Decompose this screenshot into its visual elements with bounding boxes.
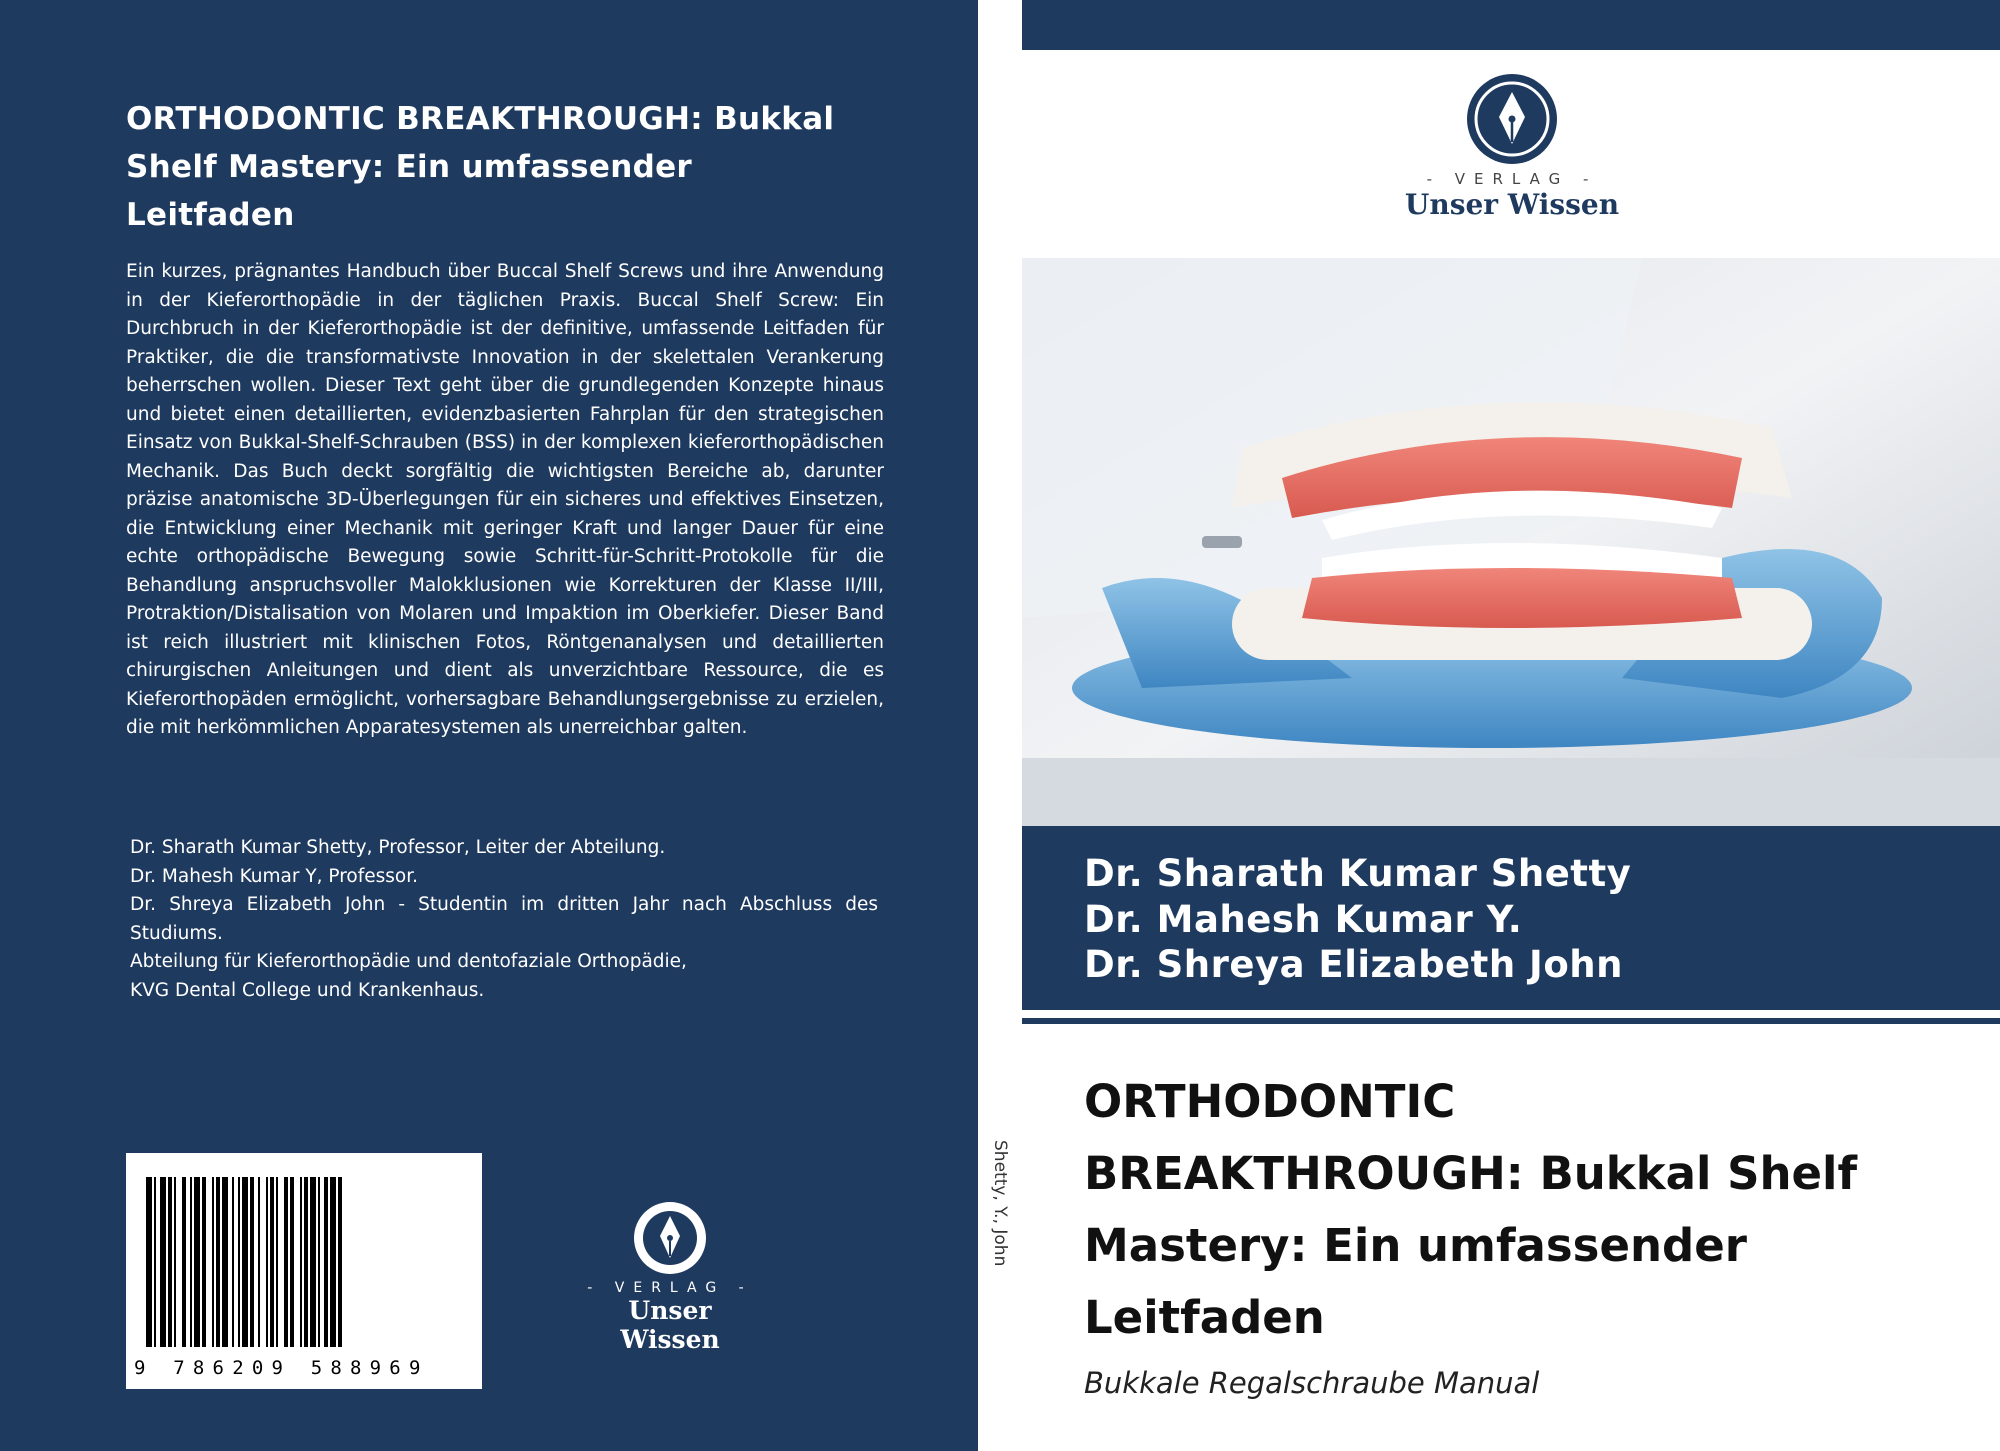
barcode-bar — [216, 1177, 220, 1347]
front-title-line: BREAKTHROUGH: Bukkal Shelf — [1084, 1147, 1858, 1200]
publisher-name: Unser Wissen — [620, 1296, 720, 1354]
barcode-bar — [182, 1177, 186, 1347]
back-title-line: Shelf Mastery: Ein umfassender — [126, 149, 693, 185]
barcode-bar — [202, 1177, 206, 1347]
front-cover-subtitle: Bukkale Regalschraube Manual — [1084, 1366, 1540, 1400]
barcode-bar — [168, 1177, 172, 1347]
affiliation-line: KVG Dental College und Krankenhaus. — [130, 979, 485, 1001]
affiliation-line: Dr. Sharath Kumar Shetty, Professor, Leiter der Abteilung. — [130, 837, 666, 858]
front-title-line: Mastery: Ein umfassender — [1084, 1219, 1747, 1272]
barcode-bar — [266, 1177, 268, 1347]
barcode-bar — [212, 1177, 214, 1347]
front-cover — [1022, 0, 2000, 1451]
affiliation-line: Dr. Shreya Elizabeth John - Studentin im dritten Jahr nach Abschluss des Studiums. — [130, 894, 878, 944]
barcode-bar — [190, 1177, 192, 1347]
barcode-bar — [300, 1177, 302, 1347]
back-title-line: Leitfaden — [126, 197, 295, 233]
barcode-bar — [310, 1177, 316, 1347]
barcode-bars — [146, 1177, 462, 1347]
front-cover-title — [1084, 1066, 1964, 1354]
barcode-bar — [276, 1177, 278, 1347]
barcode-bar — [290, 1177, 294, 1347]
authors-band — [1022, 826, 2000, 1010]
top-color-bar — [1022, 0, 2000, 50]
barcode-bar — [238, 1177, 240, 1347]
barcode-bar — [318, 1177, 320, 1347]
barcode-bar — [160, 1177, 166, 1347]
barcode-bar — [154, 1177, 156, 1347]
barcode-bar — [250, 1177, 254, 1347]
isbn-barcode — [126, 1153, 482, 1389]
front-publisher-logo — [1382, 72, 1642, 221]
divider-rule — [1022, 1018, 2000, 1024]
barcode-bar — [324, 1177, 328, 1347]
barcode-bar — [258, 1177, 260, 1347]
front-title-line: ORTHODONTIC — [1084, 1075, 1456, 1128]
pen-nib-logo-icon — [1465, 72, 1559, 166]
publisher-name: Unser Wissen — [1404, 188, 1620, 221]
back-title-line: ORTHODONTIC BREAKTHROUGH: Bukkal — [126, 101, 835, 137]
barcode-bar — [270, 1177, 274, 1347]
isbn-number: 9 786209 588969 — [134, 1357, 429, 1379]
cover-photo-dentures — [1022, 258, 2000, 826]
barcode-bar — [304, 1177, 308, 1347]
front-title-line: Leitfaden — [1084, 1291, 1325, 1344]
author-affiliations — [130, 834, 878, 1005]
affiliation-line: Dr. Mahesh Kumar Y, Professor. — [130, 865, 419, 887]
barcode-bar — [222, 1177, 228, 1347]
barcode-bar — [242, 1177, 248, 1347]
barcode-bar — [174, 1177, 176, 1347]
barcode-bar — [330, 1177, 336, 1347]
affiliation-line: Abteilung für Kieferorthopädie und dentofaziale Orthopädie, — [130, 951, 687, 972]
barcode-bar — [284, 1177, 288, 1347]
back-publisher-logo — [580, 1200, 760, 1354]
back-cover — [0, 0, 978, 1451]
back-cover-blurb: Ein kurzes, prägnantes Handbuch über Buccal Shelf Screws und ihre Anwendung in der Kieferorthopädie in der täglichen Praxis. Buccal Shelf Screw: Ein Durchbruch in der Kieferorthopädie ist der definitive, umfassende Leitfaden für Praktiker, die die transformativste Innovation in der skelettalen Verankerung beherrschen wollen. Dieser Text geht über die grundlegenden Konzepte hinaus und bietet einen detaillierten, evidenzbasierten Fahrplan für den strategischen Einsatz von Bukkal-Shelf-Schrauben (BSS) in der komplexen kieferorthopädischen Mechanik. Das Buch deckt sorgfältig die wichtigsten Bereiche ab, darunter präzise anatomische 3D-Überlegungen für ein sicheres und effektives Einsetzen, die Entwicklung einer Mechanik mit geringer Kraft und langer Dauer für eine echte orthopädische Bewegung sowie Schritt-für-Schritt-Protokolle für die Behandlung anspruchsvoller Malokklusionen wie Korrekturen der Klasse II/III, Protraktion/Distalisation von Molaren und Impaktion im Oberkiefer. Dieser Band ist reich illustriert mit klinischen Fotos, Röntgenanalysen und detaillierten chirurgischen Anleitungen und dient als unverzichtbare Ressource, die es Kieferorthopäden ermöglicht, vorhersagbare Behandlungsergebnisse zu erzielen, die mit herkömmlichen Apparatesystemen als unerreichbar galten. — [126, 261, 884, 738]
author-name: Dr. Sharath Kumar Shetty — [1084, 852, 1632, 895]
barcode-bar — [338, 1177, 342, 1347]
publisher-verlag-label: - VERLAG - — [1426, 170, 1598, 188]
author-name: Dr. Mahesh Kumar Y. — [1084, 898, 1523, 941]
publisher-verlag-label: - VERLAG - — [587, 1280, 753, 1296]
barcode-bar — [232, 1177, 234, 1347]
barcode-bar — [194, 1177, 200, 1347]
back-cover-title — [126, 95, 886, 239]
spine-author-text: Shetty, Y., John — [990, 1140, 1010, 1267]
pen-nib-logo-icon — [632, 1200, 708, 1276]
barcode-bar — [146, 1177, 152, 1347]
author-name: Dr. Shreya Elizabeth John — [1084, 943, 1623, 986]
